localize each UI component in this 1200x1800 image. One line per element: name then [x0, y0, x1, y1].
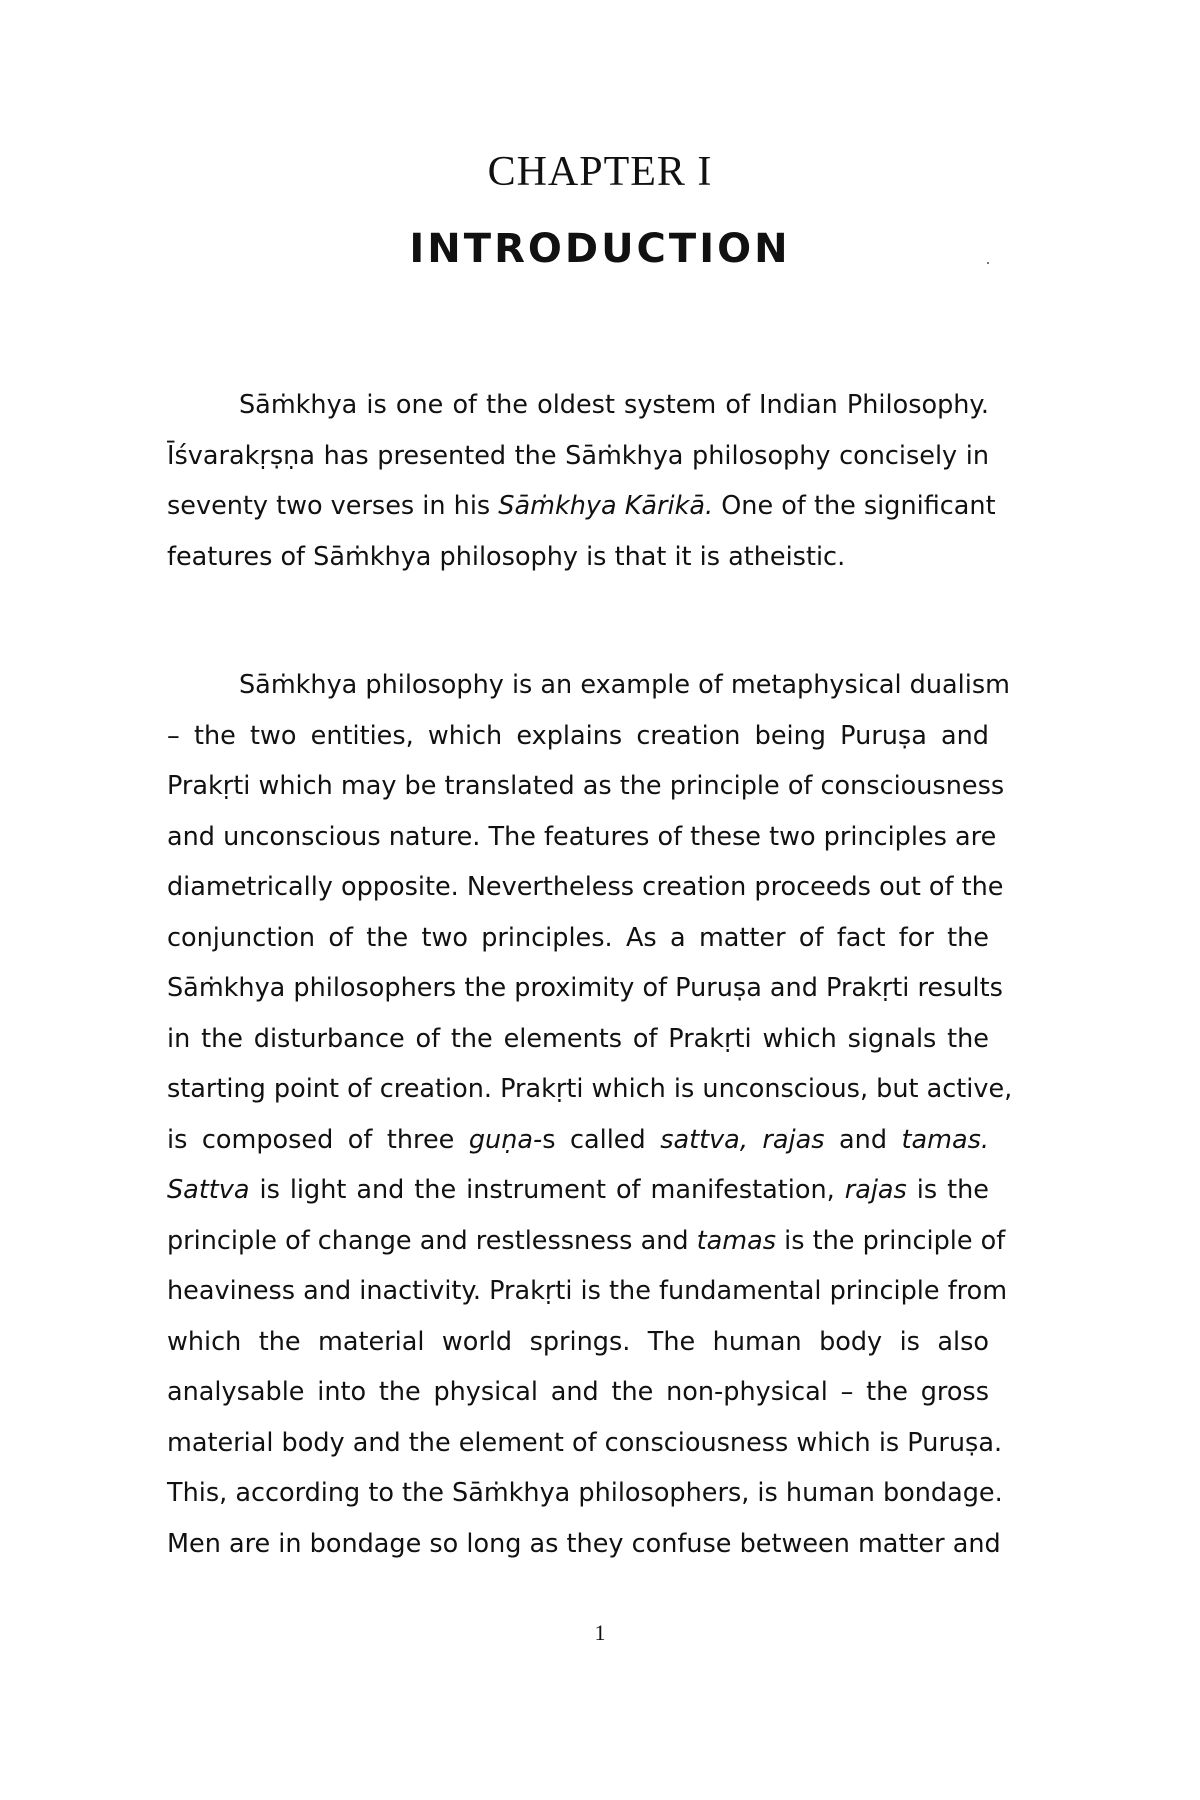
section-title: INTRODUCTION: [409, 226, 791, 272]
italic-term: tamas: [696, 1225, 777, 1256]
paragraph-2: [167, 660, 1013, 1569]
text-line: material body and the element of consciousness which is Puruṣa.: [167, 1427, 1003, 1458]
text-line: is composed of three guṇa-s called sattva, rajas and tamas.: [167, 1124, 990, 1155]
italic-term: rajas: [844, 1175, 907, 1205]
text-line: and unconscious nature. The features of these two principles are: [167, 821, 997, 852]
italic-term: Sāṁkhya Kārikā.: [498, 491, 714, 521]
text-line: – the two entities, which explains creation being Puruṣa and: [167, 720, 989, 751]
text-line: Īśvarakṛṣṇa has presented the Sāṁkhya philosophy concisely in: [167, 440, 989, 471]
text-line: features of Sāṁkhya philosophy is that it is atheistic.: [167, 541, 846, 572]
italic-term: tamas.: [901, 1124, 990, 1155]
text-line: Sattva is light and the instrument of manifestation, rajas is the: [167, 1175, 989, 1205]
text-line: conjunction of the two principles. As a matter of fact for the: [167, 922, 989, 953]
text-line: Prakṛti which may be translated as the principle of consciousness: [167, 771, 1005, 801]
text-line: diametrically opposite. Nevertheless creation proceeds out of the: [167, 872, 1004, 902]
italic-term: Sattva: [167, 1175, 250, 1205]
text-line: Men are in bondage so long as they confuse between matter and: [167, 1528, 1001, 1559]
text-line: starting point of creation. Prakṛti which is unconscious, but active,: [167, 1074, 1013, 1104]
page-number: 1: [594, 1620, 606, 1645]
text-line: Sāṁkhya philosophy is an example of metaphysical dualism: [239, 670, 1010, 700]
paragraph-1: [167, 380, 996, 582]
italic-term: sattva, rajas: [660, 1124, 825, 1155]
text-line: principle of change and restlessness and tamas is the principle of: [167, 1225, 1006, 1256]
chapter-heading: CHAPTER I: [487, 149, 713, 195]
text-line: which the material world springs. The human body is also: [167, 1326, 989, 1357]
text-line: Sāṁkhya philosophers the proximity of Puruṣa and Prakṛti results: [167, 973, 1003, 1003]
scan-speck: [987, 262, 989, 264]
text-line: Sāṁkhya is one of the oldest system of Indian Philosophy.: [239, 390, 989, 420]
text-line: seventy two verses in his Sāṁkhya Kārikā. One of the significant: [167, 491, 996, 521]
text-line: heaviness and inactivity. Prakṛti is the fundamental principle from: [167, 1276, 1008, 1306]
text-line: This, according to the Sāṁkhya philosophers, is human bondage.: [167, 1478, 1003, 1508]
text-line: in the disturbance of the elements of Prakṛti which signals the: [167, 1023, 989, 1054]
text-line: analysable into the physical and the non-physical – the gross: [167, 1377, 989, 1407]
italic-term: guṇa-: [468, 1124, 543, 1155]
